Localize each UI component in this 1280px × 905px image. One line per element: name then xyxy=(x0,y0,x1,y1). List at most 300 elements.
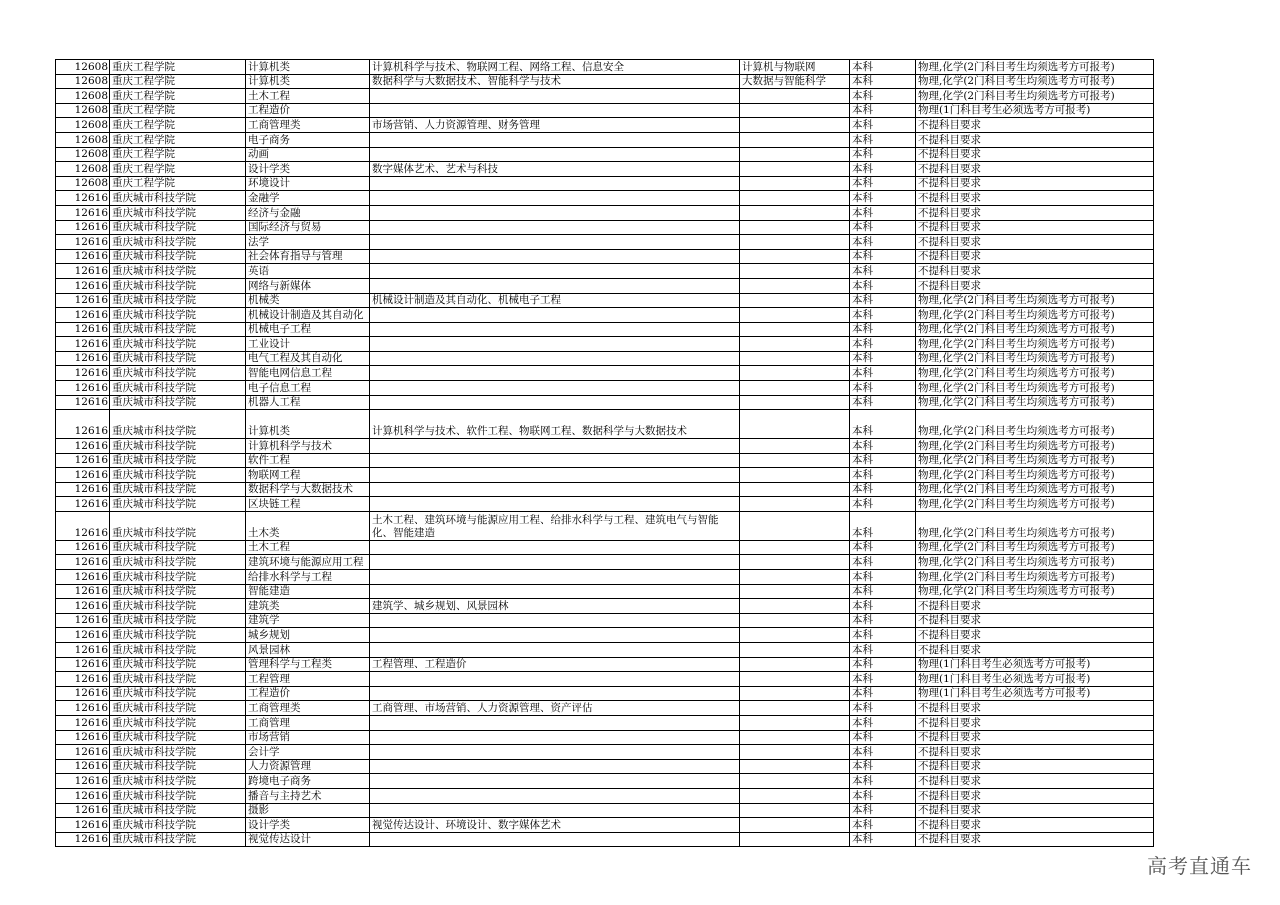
subject-requirement-cell: 不提科目要求 xyxy=(916,278,1154,293)
school-code-cell: 12608 xyxy=(56,147,110,162)
included-majors-cell xyxy=(370,788,740,803)
level-cell: 本科 xyxy=(850,832,916,847)
included-majors-cell xyxy=(370,191,740,206)
school-code-cell: 12616 xyxy=(56,570,110,585)
table-row xyxy=(56,147,1154,162)
school-name-cell: 重庆城市科技学院 xyxy=(110,774,246,789)
school-name-cell: 重庆城市科技学院 xyxy=(110,730,246,745)
major-group-cell: 机械设计制造及其自动化 xyxy=(246,308,370,323)
direction-cell xyxy=(740,832,850,847)
level-cell: 本科 xyxy=(850,730,916,745)
direction-cell xyxy=(740,497,850,512)
table-row xyxy=(56,715,1154,730)
school-name-cell: 重庆城市科技学院 xyxy=(110,395,246,410)
direction-cell xyxy=(740,482,850,497)
direction-cell xyxy=(740,249,850,264)
level-cell: 本科 xyxy=(850,176,916,191)
school-code-cell: 12616 xyxy=(56,832,110,847)
subject-requirement-cell: 物理,化学(2门科目考生均须选考方可报考) xyxy=(916,482,1154,497)
included-majors-cell xyxy=(370,730,740,745)
subject-requirement-cell: 不提科目要求 xyxy=(916,264,1154,279)
school-name-cell: 重庆城市科技学院 xyxy=(110,570,246,585)
major-group-cell: 摄影 xyxy=(246,803,370,818)
major-group-cell: 机器人工程 xyxy=(246,395,370,410)
level-cell: 本科 xyxy=(850,60,916,75)
direction-cell xyxy=(740,410,850,439)
table-row xyxy=(56,540,1154,555)
school-name-cell: 重庆城市科技学院 xyxy=(110,337,246,352)
table-row xyxy=(56,366,1154,381)
major-group-cell: 风景园林 xyxy=(246,642,370,657)
table-row xyxy=(56,308,1154,323)
school-name-cell: 重庆城市科技学院 xyxy=(110,497,246,512)
direction-cell xyxy=(740,337,850,352)
school-name-cell: 重庆工程学院 xyxy=(110,176,246,191)
major-group-cell: 工商管理类 xyxy=(246,118,370,133)
included-majors-cell xyxy=(370,147,740,162)
major-group-cell: 机械电子工程 xyxy=(246,322,370,337)
table-row xyxy=(56,264,1154,279)
major-group-cell: 设计学类 xyxy=(246,162,370,177)
direction-cell xyxy=(740,118,850,133)
school-code-cell: 12616 xyxy=(56,803,110,818)
level-cell: 本科 xyxy=(850,410,916,439)
direction-cell xyxy=(740,686,850,701)
subject-requirement-cell: 不提科目要求 xyxy=(916,745,1154,760)
direction-cell xyxy=(740,788,850,803)
subject-requirement-cell: 物理,化学(2门科目考生均须选考方可报考) xyxy=(916,570,1154,585)
major-group-cell: 播音与主持艺术 xyxy=(246,788,370,803)
included-majors-cell xyxy=(370,628,740,643)
school-code-cell: 12616 xyxy=(56,642,110,657)
school-name-cell: 重庆城市科技学院 xyxy=(110,657,246,672)
major-group-cell: 工程管理 xyxy=(246,672,370,687)
included-majors-cell xyxy=(370,453,740,468)
major-group-cell: 区块链工程 xyxy=(246,497,370,512)
direction-cell xyxy=(740,162,850,177)
major-group-cell: 工程造价 xyxy=(246,103,370,118)
school-code-cell: 12616 xyxy=(56,584,110,599)
level-cell: 本科 xyxy=(850,642,916,657)
subject-requirement-cell: 物理,化学(2门科目考生均须选考方可报考) xyxy=(916,555,1154,570)
school-name-cell: 重庆工程学院 xyxy=(110,132,246,147)
level-cell: 本科 xyxy=(850,249,916,264)
direction-cell xyxy=(740,715,850,730)
school-name-cell: 重庆城市科技学院 xyxy=(110,381,246,396)
level-cell: 本科 xyxy=(850,774,916,789)
subject-requirement-cell: 不提科目要求 xyxy=(916,191,1154,206)
major-group-cell: 网络与新媒体 xyxy=(246,278,370,293)
direction-cell xyxy=(740,278,850,293)
major-group-cell: 物联网工程 xyxy=(246,468,370,483)
school-code-cell: 12616 xyxy=(56,293,110,308)
direction-cell xyxy=(740,803,850,818)
major-group-cell: 人力资源管理 xyxy=(246,759,370,774)
level-cell: 本科 xyxy=(850,497,916,512)
school-name-cell: 重庆城市科技学院 xyxy=(110,468,246,483)
school-name-cell: 重庆城市科技学院 xyxy=(110,672,246,687)
school-name-cell: 重庆城市科技学院 xyxy=(110,788,246,803)
direction-cell xyxy=(740,439,850,454)
included-majors-cell xyxy=(370,249,740,264)
level-cell: 本科 xyxy=(850,555,916,570)
major-group-cell: 数据科学与大数据技术 xyxy=(246,482,370,497)
major-group-cell: 会计学 xyxy=(246,745,370,760)
table-row xyxy=(56,468,1154,483)
school-name-cell: 重庆城市科技学院 xyxy=(110,351,246,366)
included-majors-cell xyxy=(370,555,740,570)
included-majors-cell xyxy=(370,642,740,657)
subject-requirement-cell: 物理(1门科目考生必须选考方可报考) xyxy=(916,103,1154,118)
level-cell: 本科 xyxy=(850,264,916,279)
admission-table xyxy=(55,59,1154,847)
direction-cell xyxy=(740,293,850,308)
table-row xyxy=(56,745,1154,760)
level-cell: 本科 xyxy=(850,759,916,774)
level-cell: 本科 xyxy=(850,395,916,410)
subject-requirement-cell: 不提科目要求 xyxy=(916,613,1154,628)
level-cell: 本科 xyxy=(850,147,916,162)
table-row xyxy=(56,132,1154,147)
subject-requirement-cell: 不提科目要求 xyxy=(916,118,1154,133)
school-code-cell: 12616 xyxy=(56,672,110,687)
direction-cell xyxy=(740,381,850,396)
major-group-cell: 环境设计 xyxy=(246,176,370,191)
subject-requirement-cell: 物理(1门科目考生必须选考方可报考) xyxy=(916,672,1154,687)
school-name-cell: 重庆城市科技学院 xyxy=(110,278,246,293)
school-name-cell: 重庆城市科技学院 xyxy=(110,191,246,206)
school-name-cell: 重庆城市科技学院 xyxy=(110,249,246,264)
major-group-cell: 电子信息工程 xyxy=(246,381,370,396)
school-name-cell: 重庆城市科技学院 xyxy=(110,715,246,730)
table-row xyxy=(56,103,1154,118)
school-code-cell: 12616 xyxy=(56,337,110,352)
subject-requirement-cell: 物理,化学(2门科目考生均须选考方可报考) xyxy=(916,512,1154,541)
subject-requirement-cell: 物理,化学(2门科目考生均须选考方可报考) xyxy=(916,468,1154,483)
school-name-cell: 重庆城市科技学院 xyxy=(110,235,246,250)
subject-requirement-cell: 不提科目要求 xyxy=(916,162,1154,177)
table-row xyxy=(56,249,1154,264)
included-majors-cell xyxy=(370,205,740,220)
subject-requirement-cell: 不提科目要求 xyxy=(916,235,1154,250)
school-code-cell: 12608 xyxy=(56,74,110,89)
subject-requirement-cell: 不提科目要求 xyxy=(916,774,1154,789)
level-cell: 本科 xyxy=(850,803,916,818)
school-name-cell: 重庆城市科技学院 xyxy=(110,642,246,657)
table-row xyxy=(56,774,1154,789)
subject-requirement-cell: 不提科目要求 xyxy=(916,220,1154,235)
level-cell: 本科 xyxy=(850,701,916,716)
table-row xyxy=(56,497,1154,512)
school-code-cell: 12608 xyxy=(56,162,110,177)
school-name-cell: 重庆城市科技学院 xyxy=(110,322,246,337)
school-name-cell: 重庆城市科技学院 xyxy=(110,366,246,381)
school-code-cell: 12616 xyxy=(56,730,110,745)
level-cell: 本科 xyxy=(850,337,916,352)
table-row xyxy=(56,642,1154,657)
direction-cell xyxy=(740,453,850,468)
direction-cell xyxy=(740,468,850,483)
table-row xyxy=(56,832,1154,847)
major-group-cell: 机械类 xyxy=(246,293,370,308)
subject-requirement-cell: 不提科目要求 xyxy=(916,147,1154,162)
table-row xyxy=(56,570,1154,585)
level-cell: 本科 xyxy=(850,439,916,454)
school-code-cell: 12616 xyxy=(56,555,110,570)
school-code-cell: 12616 xyxy=(56,249,110,264)
table-row xyxy=(56,788,1154,803)
subject-requirement-cell: 物理,化学(2门科目考生均须选考方可报考) xyxy=(916,584,1154,599)
table-row xyxy=(56,439,1154,454)
direction-cell xyxy=(740,628,850,643)
major-group-cell: 英语 xyxy=(246,264,370,279)
level-cell: 本科 xyxy=(850,118,916,133)
table-row xyxy=(56,322,1154,337)
table-row xyxy=(56,191,1154,206)
major-group-cell: 设计学类 xyxy=(246,818,370,833)
school-code-cell: 12616 xyxy=(56,351,110,366)
level-cell: 本科 xyxy=(850,366,916,381)
subject-requirement-cell: 物理,化学(2门科目考生均须选考方可报考) xyxy=(916,395,1154,410)
included-majors-cell xyxy=(370,584,740,599)
subject-requirement-cell: 物理(1门科目考生必须选考方可报考) xyxy=(916,657,1154,672)
school-code-cell: 12616 xyxy=(56,540,110,555)
subject-requirement-cell: 物理,化学(2门科目考生均须选考方可报考) xyxy=(916,293,1154,308)
major-group-cell: 管理科学与工程类 xyxy=(246,657,370,672)
school-name-cell: 重庆城市科技学院 xyxy=(110,555,246,570)
school-name-cell: 重庆城市科技学院 xyxy=(110,803,246,818)
school-code-cell: 12616 xyxy=(56,715,110,730)
school-name-cell: 重庆工程学院 xyxy=(110,74,246,89)
table-row xyxy=(56,453,1154,468)
major-group-cell: 建筑环境与能源应用工程 xyxy=(246,555,370,570)
subject-requirement-cell: 不提科目要求 xyxy=(916,642,1154,657)
level-cell: 本科 xyxy=(850,293,916,308)
school-code-cell: 12608 xyxy=(56,103,110,118)
table-body xyxy=(56,60,1154,847)
direction-cell xyxy=(740,599,850,614)
direction-cell xyxy=(740,672,850,687)
school-name-cell: 重庆城市科技学院 xyxy=(110,745,246,760)
school-code-cell: 12616 xyxy=(56,745,110,760)
school-name-cell: 重庆城市科技学院 xyxy=(110,701,246,716)
school-code-cell: 12616 xyxy=(56,482,110,497)
included-majors-cell xyxy=(370,482,740,497)
included-majors-cell: 计算机科学与技术、软件工程、物联网工程、数据科学与大数据技术 xyxy=(370,410,740,439)
direction-cell xyxy=(740,205,850,220)
school-code-cell: 12616 xyxy=(56,322,110,337)
subject-requirement-cell: 物理,化学(2门科目考生均须选考方可报考) xyxy=(916,410,1154,439)
table-row xyxy=(56,278,1154,293)
school-code-cell: 12616 xyxy=(56,278,110,293)
table-row xyxy=(56,628,1154,643)
table-row xyxy=(56,235,1154,250)
school-code-cell: 12616 xyxy=(56,381,110,396)
subject-requirement-cell: 物理,化学(2门科目考生均须选考方可报考) xyxy=(916,497,1154,512)
direction-cell xyxy=(740,220,850,235)
school-code-cell: 12616 xyxy=(56,453,110,468)
level-cell: 本科 xyxy=(850,205,916,220)
subject-requirement-cell: 不提科目要求 xyxy=(916,599,1154,614)
table-row xyxy=(56,599,1154,614)
school-code-cell: 12616 xyxy=(56,599,110,614)
subject-requirement-cell: 物理,化学(2门科目考生均须选考方可报考) xyxy=(916,439,1154,454)
school-name-cell: 重庆城市科技学院 xyxy=(110,628,246,643)
subject-requirement-cell: 不提科目要求 xyxy=(916,715,1154,730)
included-majors-cell: 建筑学、城乡规划、风景园林 xyxy=(370,599,740,614)
school-name-cell: 重庆城市科技学院 xyxy=(110,410,246,439)
school-code-cell: 12616 xyxy=(56,818,110,833)
major-group-cell: 城乡规划 xyxy=(246,628,370,643)
direction-cell xyxy=(740,366,850,381)
school-code-cell: 12616 xyxy=(56,220,110,235)
school-code-cell: 12616 xyxy=(56,205,110,220)
school-code-cell: 12616 xyxy=(56,468,110,483)
school-name-cell: 重庆城市科技学院 xyxy=(110,205,246,220)
table-row xyxy=(56,176,1154,191)
table-row xyxy=(56,584,1154,599)
direction-cell xyxy=(740,191,850,206)
table-row xyxy=(56,351,1154,366)
subject-requirement-cell: 物理,化学(2门科目考生均须选考方可报考) xyxy=(916,74,1154,89)
subject-requirement-cell: 不提科目要求 xyxy=(916,176,1154,191)
school-code-cell: 12616 xyxy=(56,308,110,323)
included-majors-cell xyxy=(370,103,740,118)
school-name-cell: 重庆城市科技学院 xyxy=(110,439,246,454)
table-row xyxy=(56,730,1154,745)
subject-requirement-cell: 物理,化学(2门科目考生均须选考方可报考) xyxy=(916,381,1154,396)
level-cell: 本科 xyxy=(850,570,916,585)
table-row xyxy=(56,759,1154,774)
school-name-cell: 重庆工程学院 xyxy=(110,89,246,104)
subject-requirement-cell: 不提科目要求 xyxy=(916,628,1154,643)
level-cell: 本科 xyxy=(850,351,916,366)
included-majors-cell xyxy=(370,322,740,337)
direction-cell xyxy=(740,745,850,760)
level-cell: 本科 xyxy=(850,686,916,701)
level-cell: 本科 xyxy=(850,512,916,541)
level-cell: 本科 xyxy=(850,745,916,760)
major-group-cell: 计算机类 xyxy=(246,410,370,439)
major-group-cell: 建筑学 xyxy=(246,613,370,628)
included-majors-cell: 数据科学与大数据技术、智能科学与技术 xyxy=(370,74,740,89)
included-majors-cell xyxy=(370,774,740,789)
subject-requirement-cell: 物理,化学(2门科目考生均须选考方可报考) xyxy=(916,337,1154,352)
major-group-cell: 软件工程 xyxy=(246,453,370,468)
subject-requirement-cell: 物理,化学(2门科目考生均须选考方可报考) xyxy=(916,453,1154,468)
direction-cell xyxy=(740,642,850,657)
school-code-cell: 12616 xyxy=(56,613,110,628)
included-majors-cell xyxy=(370,497,740,512)
level-cell: 本科 xyxy=(850,453,916,468)
school-code-cell: 12616 xyxy=(56,264,110,279)
direction-cell xyxy=(740,657,850,672)
subject-requirement-cell: 不提科目要求 xyxy=(916,730,1154,745)
included-majors-cell xyxy=(370,308,740,323)
level-cell: 本科 xyxy=(850,788,916,803)
level-cell: 本科 xyxy=(850,468,916,483)
included-majors-cell xyxy=(370,540,740,555)
school-code-cell: 12616 xyxy=(56,439,110,454)
subject-requirement-cell: 不提科目要求 xyxy=(916,249,1154,264)
included-majors-cell xyxy=(370,381,740,396)
school-name-cell: 重庆城市科技学院 xyxy=(110,759,246,774)
table-row xyxy=(56,205,1154,220)
major-group-cell: 智能建造 xyxy=(246,584,370,599)
major-group-cell: 动画 xyxy=(246,147,370,162)
major-group-cell: 土木工程 xyxy=(246,89,370,104)
table-row xyxy=(56,220,1154,235)
level-cell: 本科 xyxy=(850,482,916,497)
level-cell: 本科 xyxy=(850,584,916,599)
direction-cell xyxy=(740,132,850,147)
table-row xyxy=(56,803,1154,818)
major-group-cell: 计算机类 xyxy=(246,60,370,75)
included-majors-cell xyxy=(370,803,740,818)
included-majors-cell xyxy=(370,715,740,730)
table-row xyxy=(56,293,1154,308)
table-row xyxy=(56,118,1154,133)
major-group-cell: 建筑类 xyxy=(246,599,370,614)
school-name-cell: 重庆工程学院 xyxy=(110,118,246,133)
included-majors-cell xyxy=(370,278,740,293)
major-group-cell: 经济与金融 xyxy=(246,205,370,220)
direction-cell xyxy=(740,512,850,541)
subject-requirement-cell: 不提科目要求 xyxy=(916,788,1154,803)
level-cell: 本科 xyxy=(850,715,916,730)
school-name-cell: 重庆城市科技学院 xyxy=(110,818,246,833)
table-row xyxy=(56,162,1154,177)
school-code-cell: 12616 xyxy=(56,191,110,206)
direction-cell xyxy=(740,701,850,716)
level-cell: 本科 xyxy=(850,278,916,293)
direction-cell xyxy=(740,264,850,279)
school-name-cell: 重庆城市科技学院 xyxy=(110,584,246,599)
direction-cell xyxy=(740,395,850,410)
school-code-cell: 12616 xyxy=(56,774,110,789)
level-cell: 本科 xyxy=(850,308,916,323)
included-majors-cell xyxy=(370,686,740,701)
included-majors-cell: 机械设计制造及其自动化、机械电子工程 xyxy=(370,293,740,308)
subject-requirement-cell: 不提科目要求 xyxy=(916,205,1154,220)
direction-cell xyxy=(740,540,850,555)
major-group-cell: 视觉传达设计 xyxy=(246,832,370,847)
direction-cell xyxy=(740,103,850,118)
major-group-cell: 法学 xyxy=(246,235,370,250)
included-majors-cell xyxy=(370,672,740,687)
major-group-cell: 工业设计 xyxy=(246,337,370,352)
major-group-cell: 金融学 xyxy=(246,191,370,206)
included-majors-cell: 工程管理、工程造价 xyxy=(370,657,740,672)
direction-cell xyxy=(740,774,850,789)
level-cell: 本科 xyxy=(850,657,916,672)
included-majors-cell xyxy=(370,439,740,454)
included-majors-cell xyxy=(370,745,740,760)
school-code-cell: 12616 xyxy=(56,235,110,250)
major-group-cell: 工商管理类 xyxy=(246,701,370,716)
school-name-cell: 重庆城市科技学院 xyxy=(110,453,246,468)
school-code-cell: 12616 xyxy=(56,410,110,439)
school-name-cell: 重庆城市科技学院 xyxy=(110,599,246,614)
school-name-cell: 重庆城市科技学院 xyxy=(110,832,246,847)
included-majors-cell: 计算机科学与技术、物联网工程、网络工程、信息安全 xyxy=(370,60,740,75)
major-group-cell: 土木工程 xyxy=(246,540,370,555)
subject-requirement-cell: 物理,化学(2门科目考生均须选考方可报考) xyxy=(916,366,1154,381)
major-group-cell: 给排水科学与工程 xyxy=(246,570,370,585)
level-cell: 本科 xyxy=(850,162,916,177)
direction-cell xyxy=(740,730,850,745)
table-row xyxy=(56,686,1154,701)
